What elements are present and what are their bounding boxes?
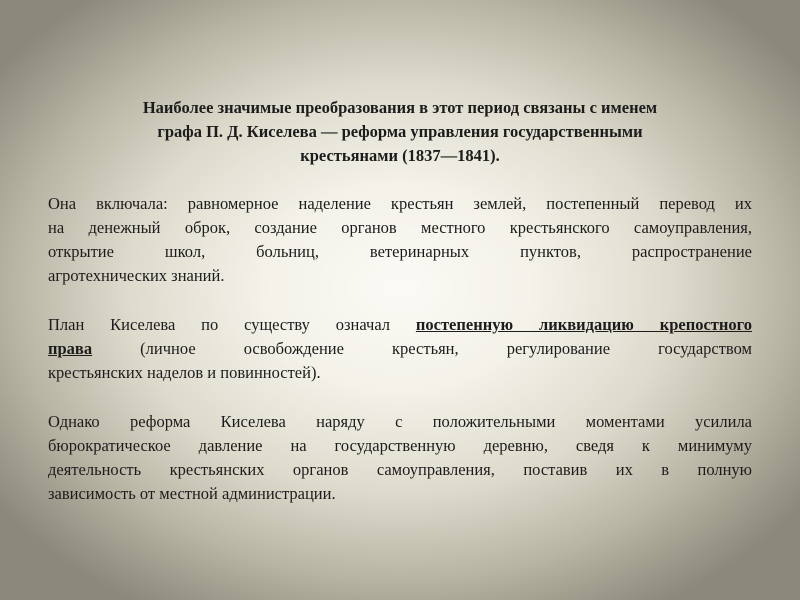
paragraph-line: деятельность крестьянских органов самоуправления, поставив их в полную — [48, 460, 752, 479]
plan-intro-text: План Киселева по существу означал — [48, 315, 416, 334]
slide-title — [60, 96, 740, 168]
paragraph-line: агротехнических знаний. — [48, 266, 225, 285]
paragraph-kiselev-plan — [48, 313, 752, 385]
paragraph-line — [48, 337, 752, 361]
paragraph-reform-contents — [48, 192, 752, 288]
paragraph-reform-drawbacks — [48, 410, 752, 506]
title-line: Наиболее значимые преобразования в этот период связаны с именем — [142, 98, 658, 117]
paragraph-line: Она включала: равномерное наделение крестьян землей, постепенный перевод их — [48, 194, 752, 213]
plan-detail-text: (личное освобождение крестьян, регулирование государством — [92, 339, 752, 358]
paragraph-line — [48, 313, 752, 337]
title-line: крестьянами (1837—1841). — [300, 146, 500, 165]
paragraph-line: крестьянских наделов и повинностей). — [48, 363, 321, 382]
emphasized-text: права — [48, 339, 93, 358]
title-line: графа П. Д. Киселева — реформа управления государственными — [157, 122, 643, 141]
paragraph-line: Однако реформа Киселева наряду с положительными моментами усилила — [48, 412, 752, 431]
paragraph-line: на денежный оброк, создание органов местного крестьянского самоуправления, — [48, 218, 752, 237]
paragraph-line: открытие школ, больниц, ветеринарных пунктов, распространение — [48, 242, 752, 261]
paragraph-line: зависимость от местной администрации. — [48, 484, 336, 503]
paragraph-line: бюрократическое давление на государственную деревню, сведя к минимуму — [48, 436, 752, 455]
emphasized-text: постепенную ликвидацию крепостного — [415, 315, 752, 334]
